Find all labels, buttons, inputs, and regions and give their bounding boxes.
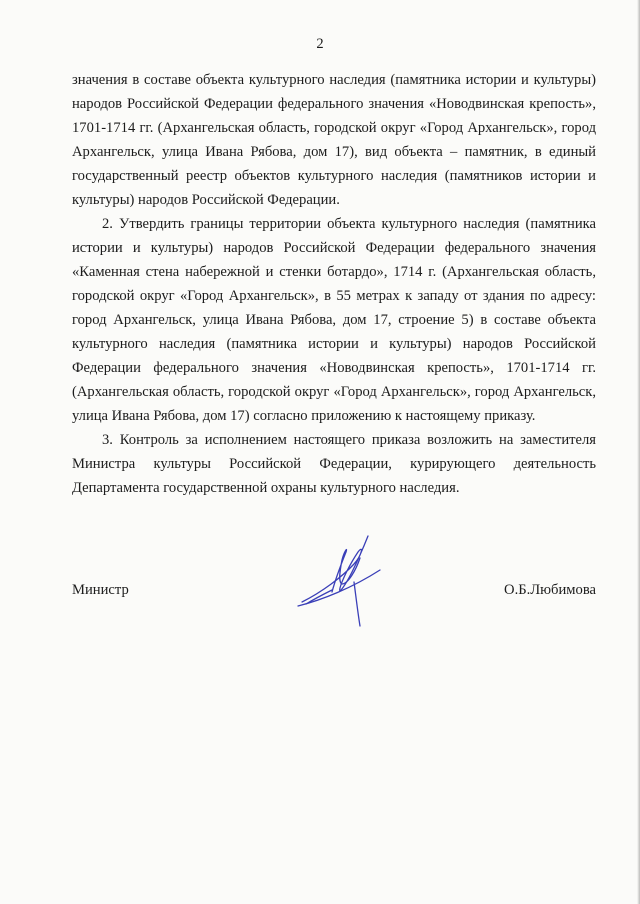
signer-name: О.Б.Любимова xyxy=(504,582,596,598)
paragraph-item-2: 2. Утвердить границы территории объекта культурного наследия (памятника истории и культуры) народов Российской Федерации федерального значения «Каменная стена набережной и стенки ботардо», 1714 г. (Архангельская область, городской округ «Город Архангельск», в 55 метрах к западу от здания по адресу: город Архангельск, улица Ивана Рябова, дом 17, строение 5) в составе объекта культурного наследия (памятника истории и культуры) народов Российской Федерации федерального значения «Новодвинская крепость», 1701-1714 гг. (Архангельская область, городской округ «Город Архангельск», город Архангельск, улица Ивана Рябова, дом 17) согласно приложению к настоящему приказу. xyxy=(72,216,596,424)
signer-title: Министр xyxy=(72,582,129,598)
document-body xyxy=(72,68,596,500)
page-number: 2 xyxy=(316,36,324,52)
handwritten-signature xyxy=(292,522,392,632)
paragraph-continuation: значения в составе объекта культурного наследия (памятника истории и культуры) народов Российской Федерации федерального значения «Новодвинская крепость», 1701-1714 гг. (Архангельская область, городской округ «Город Архангельск», город Архангельск, улица Ивана Рябова, дом 17), вид объекта – памятник, в единый государственный реестр объектов культурного наследия (памятников истории и культуры) народов Российской Федерации. xyxy=(72,72,596,208)
paragraph-item-3: 3. Контроль за исполнением настоящего приказа возложить на заместителя Министра культуры Российской Федерации, курирующего деятельность Департамента государственной охраны культурного наследия. xyxy=(72,432,596,496)
signature-block xyxy=(72,578,596,602)
